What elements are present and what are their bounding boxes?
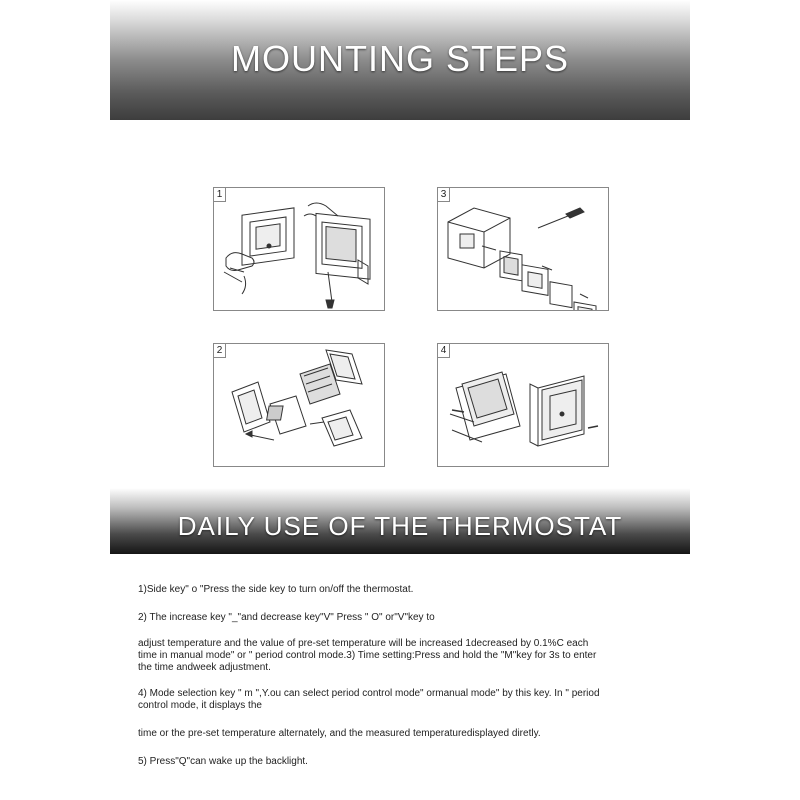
instruction-increase-decrease: 2) The increase key "_"and decrease key"V" Press " O" or"V"key to: [138, 612, 435, 623]
step-4-number: 4: [438, 344, 450, 358]
step-2-illustration: [214, 344, 384, 466]
step-3-panel: [437, 187, 609, 311]
instruction-display-alternately: time or the pre-set temperature alternately, and the measured temperaturedisplayed diretly.: [138, 728, 541, 739]
manual-page: [110, 0, 690, 800]
step-1-number: 1: [214, 188, 226, 202]
step-1-panel: [213, 187, 385, 311]
instruction-adjust-and-time-setting: adjust temperature and the value of pre-set temperature will be increased 1decreased by 0.1%C each time in manual mode" or " period control mode.3) Time setting:Press and hold the "M"key for 3s to enter the time andweek adjustment.: [138, 638, 597, 673]
instruction-side-key: 1)Side key" o "Press the side key to turn on/off the thermostat.: [138, 584, 414, 595]
step-3-number: 3: [438, 188, 450, 202]
daily-use-heading: DAILY USE OF THE THERMOSTAT: [177, 510, 623, 541]
step-3-illustration: [438, 188, 608, 310]
mounting-steps-heading: MOUNTING STEPS: [230, 38, 570, 79]
step-4-illustration: [438, 344, 608, 466]
step-1-illustration: [214, 188, 384, 310]
instruction-backlight: 5) Press"Q"can wake up the backlight.: [138, 756, 308, 767]
step-2-panel: [213, 343, 385, 467]
daily-use-banner: [110, 488, 690, 554]
step-4-panel: [437, 343, 609, 467]
step-2-number: 2: [214, 344, 226, 358]
mounting-steps-banner: [110, 0, 690, 120]
instruction-mode-selection: 4) Mode selection key " m ",Y.ou can select period control mode" ormanual mode" by this key. In " period control mode, it displays the: [138, 688, 600, 711]
